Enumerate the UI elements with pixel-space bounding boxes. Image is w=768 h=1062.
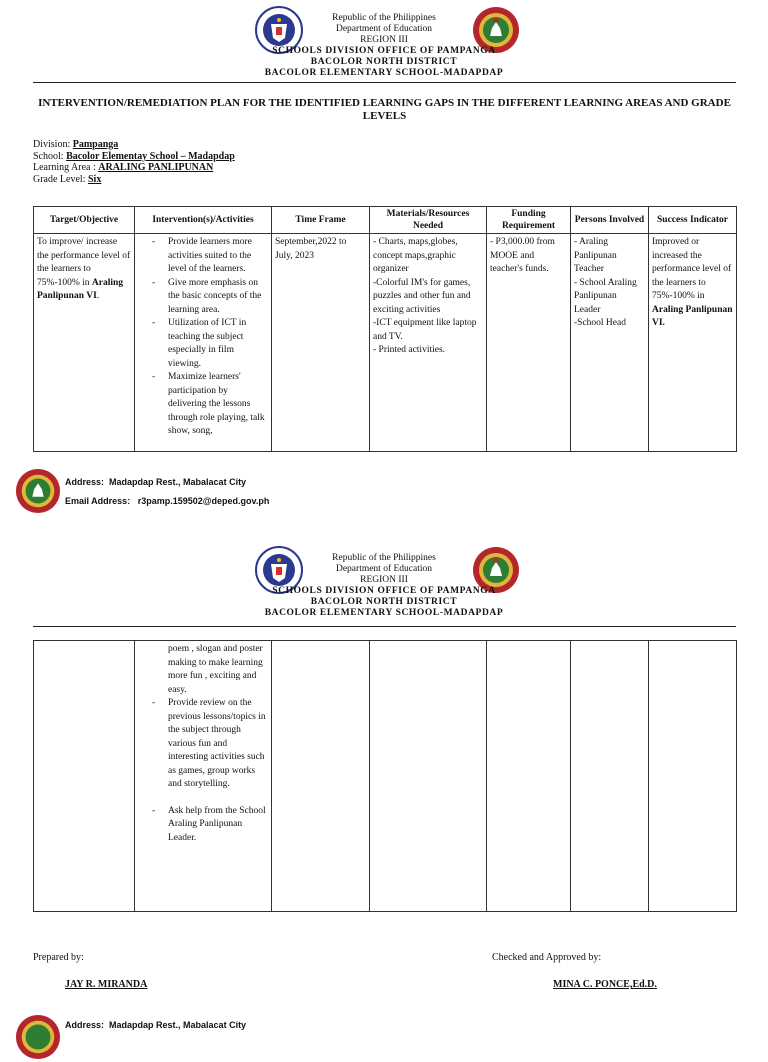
cell-activities: [135, 641, 272, 912]
header-divider: [33, 82, 736, 83]
cell-materials: [370, 641, 487, 912]
cell-time-frame: [272, 641, 370, 912]
list-item: -Colorful IM's for games, puzzles and other fun and exciting activities: [373, 277, 471, 315]
cell-persons: [571, 641, 649, 912]
plan-table-continued: [33, 640, 737, 912]
cell-success: Improved or increased the performance level of the learners to 75%-100% in Araling Panlipunan VI.: [649, 234, 737, 452]
school-seal-icon: [15, 468, 61, 514]
list-item: - Provide learners more activities suited to the level of the learners.: [135, 236, 268, 277]
learning-area-line: Learning Area : ARALING PANLIPUNAN: [33, 162, 214, 173]
letterhead: [0, 0, 768, 82]
header-school: BACOLOR ELEMENTARY SCHOOL-MADAPDAP: [264, 608, 504, 618]
list-item: - Utilization of ICT in teaching the subject especially in film viewing.: [135, 317, 268, 371]
header-division-office: SCHOOLS DIVISION OFFICE OF PAMPANGA: [272, 46, 496, 56]
letterhead: [0, 540, 768, 622]
header-region: REGION III: [360, 35, 408, 45]
col-header-materials: Materials/Resources Needed: [370, 207, 487, 234]
page-footer: [15, 468, 755, 516]
approved-by-label: Checked and Approved by:: [492, 952, 602, 963]
table-row: [34, 641, 737, 912]
division-value: Pampanga: [72, 139, 119, 150]
document-title: INTERVENTION/REMEDIATION PLAN FOR THE IDENTIFIED LEARNING GAPS IN THE DIFFERENT LEARNING AREAS AND GRADE LEVELS: [38, 97, 731, 122]
list-item: -School Head: [574, 318, 626, 328]
list-item: - Araling Panlipunan Teacher: [574, 237, 617, 274]
cell-materials: [370, 234, 487, 452]
list-item: - School Araling Panlipunan Leader: [574, 277, 637, 315]
list-item: poem , slogan and poster making to make learning more fun , exciting and easy.: [168, 644, 263, 695]
cell-persons: [571, 234, 649, 452]
header-divider: [33, 626, 736, 627]
cell-activities: [135, 234, 272, 452]
cell-success: [649, 641, 737, 912]
letterhead-text: [0, 13, 768, 79]
school-seal-icon: [15, 1014, 61, 1060]
activities-list: [135, 236, 268, 439]
header-district: BACOLOR NORTH DISTRICT: [310, 597, 458, 607]
header-region: REGION III: [360, 575, 408, 585]
list-item: - Give more emphasis on the basic concepts of the learning area.: [135, 277, 268, 318]
header-republic: Republic of the Philippines: [332, 553, 436, 563]
letterhead-text: [0, 553, 768, 619]
col-header-persons: Persons Involved: [571, 207, 649, 234]
table-header-row: [34, 207, 737, 234]
footer-address: Address: Madapdap Rest., Mabalacat City: [65, 1020, 247, 1030]
header-district: BACOLOR NORTH DISTRICT: [310, 57, 458, 67]
header-department: Department of Education: [335, 24, 433, 34]
col-header-time-frame: Time Frame: [272, 207, 370, 234]
plan-details: [33, 139, 235, 185]
prepared-by-name: JAY R. MIRANDA: [65, 979, 148, 990]
cell-target: To improve/ increase the performance level of the learners to 75%-100% in Araling Panlipunan VI.: [34, 234, 135, 452]
header-division-office: SCHOOLS DIVISION OFFICE OF PAMPANGA: [272, 586, 496, 596]
header-school: BACOLOR ELEMENTARY SCHOOL-MADAPDAP: [264, 68, 504, 78]
list-item: -ICT equipment like laptop and TV.: [373, 318, 477, 342]
grade-level-line: Grade Level: Six: [33, 173, 102, 185]
school-line: School: Bacolor Elementay School – Madapdap: [33, 150, 235, 162]
col-header-activities: Intervention(s)/Activities: [135, 207, 272, 234]
plan-table: [33, 206, 737, 452]
activities-list: [135, 643, 268, 845]
table-row: [34, 234, 737, 452]
page-1: [0, 0, 768, 530]
col-header-success: Success Indicator: [649, 207, 737, 234]
cell-funding: - P3,000.00 from MOOE and teacher's funds.: [487, 234, 571, 452]
page-footer: [15, 1014, 755, 1062]
list-item: - Provide review on the previous lessons/topics in the subject through various fun and interesting activities such as games, group works and storytelling.: [135, 697, 268, 792]
division-line: Division: Pampanga: [33, 139, 119, 150]
school-value: Bacolor Elementay School – Madapdap: [66, 150, 235, 162]
header-department: Department of Education: [335, 564, 433, 574]
approved-by-name: MINA C. PONCE,Ed.D.: [553, 979, 657, 990]
footer-email: Email Address: r3pamp.159502@deped.gov.ph: [65, 496, 270, 506]
prepared-by-label: Prepared by:: [33, 952, 84, 963]
page-2: [0, 540, 768, 1030]
col-header-target: Target/Objective: [34, 207, 135, 234]
list-item: - Maximize learners' participation by delivering the lessons through role playing, talk show, song,: [135, 371, 268, 439]
footer-address: Address: Madapdap Rest., Mabalacat City: [65, 477, 247, 487]
col-header-funding: Funding Requirement: [487, 207, 571, 234]
header-republic: Republic of the Philippines: [332, 13, 436, 23]
list-item: - Printed activities.: [373, 345, 446, 355]
grade-level-value: Six: [87, 173, 102, 185]
cell-funding: [487, 641, 571, 912]
list-item: - Ask help from the School Araling Panlipunan Leader.: [135, 805, 268, 846]
email-link[interactable]: r3pamp.159502@deped.gov.ph: [137, 496, 270, 506]
list-item: - Charts, maps,globes, concept maps,graphic organizer: [373, 237, 458, 274]
cell-time-frame: September,2022 to July, 2023: [272, 234, 370, 452]
cell-target: [34, 641, 135, 912]
learning-area-value: ARALING PANLIPUNAN: [98, 162, 214, 173]
